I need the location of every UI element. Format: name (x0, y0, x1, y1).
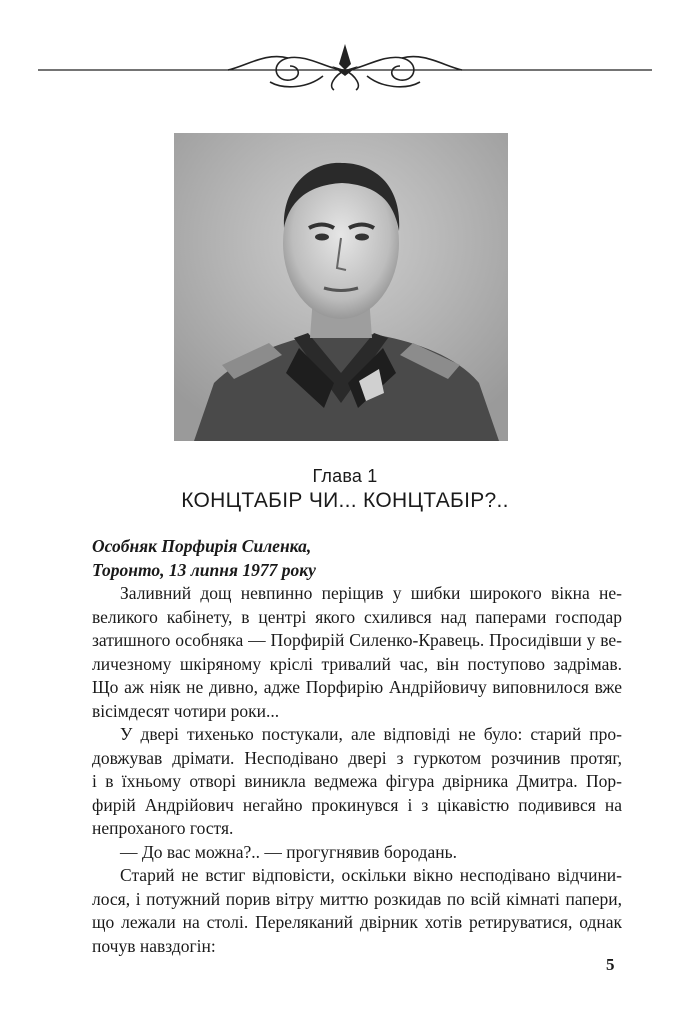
body-text (92, 582, 622, 958)
place-line: Особняк Порфирія Силенка, (92, 536, 312, 556)
page-number: 5 (606, 955, 615, 974)
place-date-heading (92, 534, 316, 582)
text-line: Старий не встиг відповісти, оскільки вікно несподівано відчини- (120, 865, 622, 885)
text-line: великого кабінету, в центрі якого схилився над паперами господар (92, 606, 622, 627)
text-line: що лежали на столі. Переляканий двірник хотів ретируватися, однак (92, 912, 622, 932)
text-line: личезному шкіряному кріслі тривалий час, він поступово задрімав. (92, 653, 622, 674)
text-line: Заливний дощ невпинно періщив у шибки широкого вікна не- (120, 583, 622, 603)
text-line: Що аж ніяк не дивно, адже Порфирію Андрійовичу виповнилося вже (92, 677, 622, 697)
text-line: вісімдесят чотири роки... (92, 700, 280, 721)
text-line: У двері тихенько постукали, але відповіді не було: старий про- (120, 724, 622, 744)
header-ornament (38, 36, 652, 92)
text-line: фирій Андрійович негайно прокинувся і з цікавістю подивився на (92, 794, 622, 815)
text-line: затишного особняка — Порфирій Силенко-Кравець. Просидівши у ве- (92, 630, 622, 650)
chapter-title: КОНЦТАБІР ЧИ... КОНЦТАБІР?.. (181, 489, 509, 512)
text-line: і в їхньому отворі виникла ведмежа фігура двірника Дмитра. Пор- (92, 771, 622, 791)
portrait-photo (174, 133, 508, 441)
chapter-label: Глава 1 (312, 466, 378, 486)
text-line: довжував дрімати. Несподівано двері з гуркотом розчинив протяг, (92, 747, 622, 768)
text-line: лося, і потужний порив вітру миттю розкидав по всій кімнаті папери, (92, 888, 622, 909)
text-line: — До вас можна?.. — прогугнявив бородань. (120, 841, 457, 862)
text-line: непроханого гостя. (92, 818, 234, 838)
text-line: почув навздогін: (92, 935, 216, 956)
date-line: Торонто, 13 липня 1977 року (92, 560, 316, 580)
